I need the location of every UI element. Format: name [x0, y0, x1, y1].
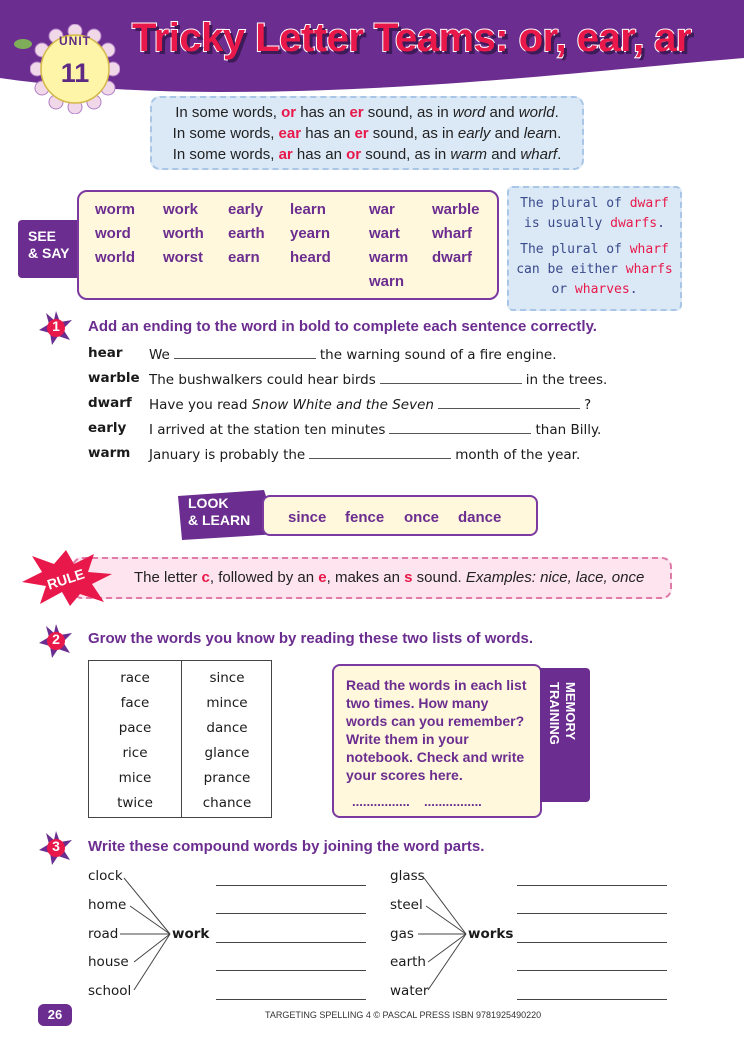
table-cell: chance [202, 795, 252, 811]
score-blank-2[interactable]: ................ [424, 794, 482, 809]
word-part: steel [390, 897, 423, 913]
exercise-2-star: 2 [38, 623, 74, 659]
exercise-3-star: 3 [38, 830, 74, 866]
word: wart [369, 225, 400, 242]
word-part: house [88, 954, 129, 970]
word: word [95, 225, 131, 242]
word: yearn [290, 225, 331, 242]
word: learn [290, 201, 326, 218]
unit-label: UNIT [59, 34, 91, 48]
word: work [163, 201, 199, 218]
exercise-1-heading: Add an ending to the word in bold to complete each sentence correctly. [88, 318, 597, 335]
word-part: school [88, 983, 132, 999]
word: early [228, 201, 264, 218]
word: worth [163, 225, 204, 242]
answer-line[interactable] [517, 913, 667, 914]
word-list-table [88, 660, 272, 818]
memory-instructions: Read the words in each list two times. How many words can you remember? Write them in your notebook. Check and write your scores here. [346, 677, 527, 783]
table-cell: rice [122, 745, 148, 761]
answer-line[interactable] [517, 999, 667, 1000]
word: since [288, 509, 327, 526]
answer-line[interactable] [216, 942, 366, 943]
table-cell: twice [117, 795, 153, 811]
word: dwarf [432, 249, 473, 266]
memory-training-label: MEMORY TRAINING [540, 668, 590, 802]
root-word: works [468, 926, 514, 942]
rule-label: RULE [45, 565, 87, 593]
answer-blank[interactable] [438, 395, 580, 409]
exercise-1-star: 1 [38, 310, 74, 346]
word: worst [163, 249, 204, 266]
word-part: clock [88, 868, 123, 884]
table-cell: face [120, 695, 150, 711]
word: warn [369, 273, 405, 290]
connector-lines [120, 870, 174, 1000]
word: war [369, 201, 395, 218]
word-part: home [88, 897, 127, 913]
page-number: 26 [38, 1004, 72, 1026]
word: worm [95, 201, 136, 218]
rule-burst-icon [18, 548, 114, 608]
answer-line[interactable] [517, 942, 667, 943]
table-cell: prance [203, 770, 251, 786]
word: wharf [432, 225, 473, 242]
score-blank-1[interactable]: ................ [352, 794, 410, 809]
word: warm [369, 249, 409, 266]
plural-note: The plural of dwarf is usually dwarfs. The plural of wharf can be either wharfs or wharves. [507, 186, 682, 311]
answer-line[interactable] [216, 999, 366, 1000]
see-say-word-box [77, 190, 499, 300]
answer-blank[interactable] [389, 420, 531, 434]
answer-line[interactable] [216, 885, 366, 886]
memory-box [332, 664, 542, 818]
answer-blank[interactable] [380, 370, 522, 384]
rule-box [72, 557, 672, 599]
answer-line[interactable] [517, 970, 667, 971]
table-cell: dance [206, 720, 248, 736]
exercise-2-heading: Grow the words you know by reading these two lists of words. [88, 630, 534, 647]
table-cell: glance [204, 745, 250, 761]
word: earth [228, 225, 265, 242]
word-part: gas [390, 926, 414, 942]
intro-line-3: In some words, ar has an or sound, as in warm and wharf. [172, 146, 562, 163]
intro-line-2: In some words, ear has an er sound, as in early and learn. [172, 125, 562, 142]
answer-line[interactable] [216, 970, 366, 971]
leaf-icon [12, 36, 34, 52]
word: heard [290, 249, 331, 266]
intro-line-1: In some words, or has an er sound, as in word and world. [175, 104, 559, 121]
look-learn-box [262, 495, 538, 536]
word: dance [458, 509, 502, 526]
word: warble [432, 201, 480, 218]
answer-blank[interactable] [174, 345, 316, 359]
answer-line[interactable] [216, 913, 366, 914]
footer-credit: TARGETING SPELLING 4 © PASCAL PRESS ISBN 9781925490220 [265, 1010, 542, 1020]
table-cell: race [120, 670, 150, 686]
look-learn-label: LOOK & LEARN [188, 495, 251, 528]
connector-lines [418, 870, 470, 1000]
word-part: earth [390, 954, 426, 970]
table-cell: since [209, 670, 245, 686]
see-say-label: SEE & SAY [18, 220, 86, 278]
word-part: glass [390, 868, 425, 884]
answer-line[interactable] [517, 885, 667, 886]
word-part: water [390, 983, 429, 999]
root-word: work [172, 926, 210, 942]
word: earn [228, 249, 260, 266]
word-part: road [88, 926, 119, 942]
page-title: Tricky Letter Teams: or, ear, ar [132, 16, 692, 60]
word: once [404, 509, 440, 526]
table-cell: mice [118, 770, 152, 786]
rule-text: The letter c, followed by an e, makes an s sound. Examples: nice, lace, once [134, 569, 645, 586]
intro-box [150, 96, 584, 170]
table-cell: pace [118, 720, 152, 736]
word: world [95, 249, 135, 266]
unit-number: 11 [60, 58, 90, 88]
exercise-3-heading: Write these compound words by joining the word parts. [88, 838, 485, 855]
table-cell: mince [206, 695, 248, 711]
answer-blank[interactable] [309, 445, 451, 459]
word: fence [345, 509, 385, 526]
